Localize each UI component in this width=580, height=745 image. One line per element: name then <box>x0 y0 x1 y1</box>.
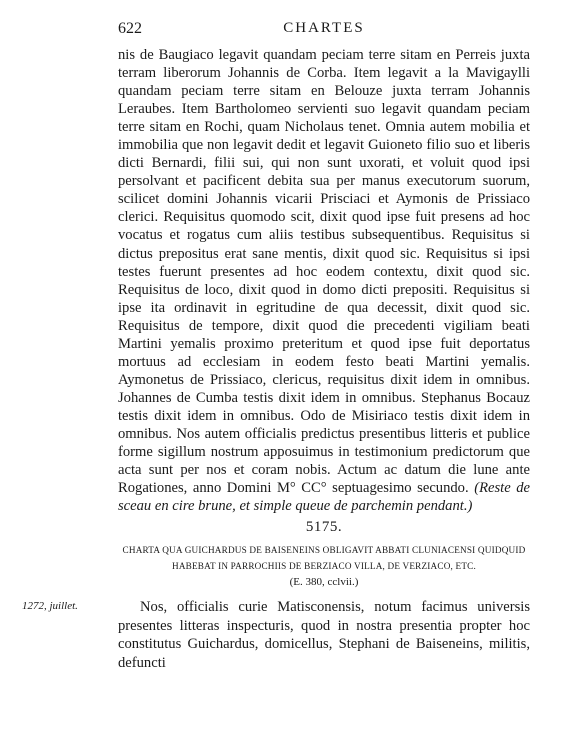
charter-text-block <box>118 598 530 672</box>
charter-reference: (E. 380, cclvii.) <box>289 576 359 588</box>
charter-number: 5175. <box>305 519 343 535</box>
charter-title: CHARTA QUA GUICHARDUS DE BAISENEINS OBLIGAVIT ABBATI CLUNIACENSI QUIDQUID HABEBAT IN PARROCHIIS DE BERZIACO VILLA, DE VERZIACO, ETC. <box>122 545 526 571</box>
previous-charter-text-block <box>118 46 530 515</box>
page-header <box>118 20 530 42</box>
charter-paragraph: Nos, officialis curie Matisconensis, notum facimus universis presentes litteras inspecturis, quod in nostra presentia propter hoc constitutus Guichardus, domicellus, Stephani de Baiseneins, militis, defuncti <box>118 599 530 671</box>
margin-date: 1272, juillet. <box>22 600 78 612</box>
running-title: CHARTES <box>283 20 365 36</box>
page-number: 622 <box>118 20 142 37</box>
previous-charter-text: nis de Baugiaco legavit quandam peciam terre sitam en Perreis juxta terram liberorum Johannis de Corba. Item legavit a la Mavigaylli quandam peciam terre sitam en Belouze juxta terram Johannis Leraubes. Item Bartholomeo servienti suo legavit quandam peciam terre sitam en Rochi, quam Nicholaus tenet. Omnia autem mobilia et immobilia que non legavit dedit et legavit Guioneto filio suo et liberis dicti Bernardi, filii sui, qui non sunt uxorati, et voluit quod ipsi persolvant et pacificent debita sua per manus executorum suorum, scilicet domini Johannis vicarii Prisciaci et Aymonis de Prissiaco clerici. Requisitus quomodo scit, dixit quod ipse fuit presens ad hoc vocatus et rogatus cum aliis testibus subsequentibus. Requisitus si dictus prepositus erat sane mentis, dixit quod sic. Requisitus si ipsi testes fuerunt presentes ad hoc eodem contextu, dixit quod sic. Requisitus de loco, dixit quod in domo dicti prepositi. Requisitus si ipse ita ordinavit in egritudine de qua decessit, dixit quod sic. Requisitus de tempore, dixit quod die precedenti vigiliam beati Martini yemalis proximo preteritum et quod ipse fuit deportatus mortuus ad ecclesiam in eodem festo beati Martini yemalis. Aymonetus de Prissiaco, clericus, requisitus dixit idem in omnibus. Johannes de Cumba testis dixit idem in omnibus. Stephanus Bocauz testis dixit idem in omnibus. Odo de Misiriaco testis dixit idem in omnibus. Nos autem officialis predictus presentibus litteris et publice forme sigillum nostrum apposuimus in testimonium predictorum que acta sunt per nos et coram nobis. Actum ac datum die lune ante Rogationes, anno Domini M° CC° septuagesimo secundo. <box>118 47 530 497</box>
previous-charter-paragraph <box>118 46 530 515</box>
seal-note: (Reste de sceau en cire brune, et simple queue de parchemin pendant.) <box>118 480 530 515</box>
